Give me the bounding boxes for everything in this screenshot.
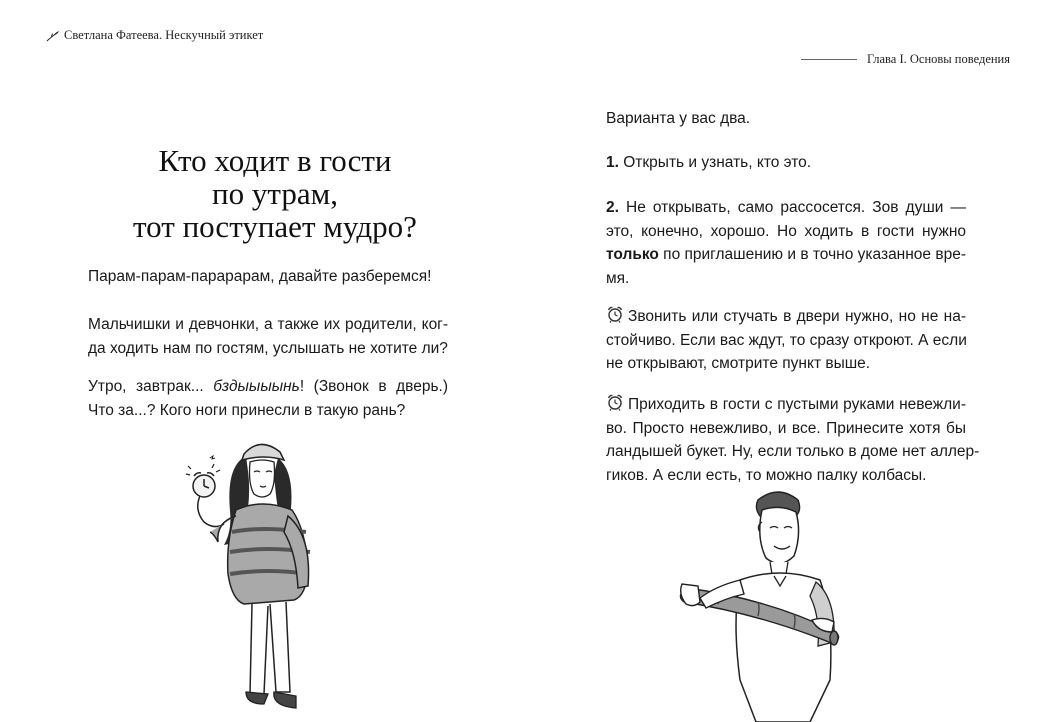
section-title — [110, 144, 440, 243]
paragraph-variants: Варианта у вас два. — [606, 110, 751, 127]
book-author-title: Светлана Фатеева. Нескучный этикет — [64, 28, 264, 42]
chapter-title: Глава I. Основы поведения — [866, 52, 1010, 66]
girl-with-alarm-clock-illustration — [170, 436, 330, 722]
alarm-clock-icon — [606, 305, 624, 323]
doorbell-sound: бздыыыынь — [213, 378, 300, 395]
option-1: 1. Открыть и узнать, кто это. — [606, 154, 812, 171]
paragraph-morning: Утро, завтрак... бздыыыынь! (Звонок в дверь.) Что за...? Кого ноги принесли в такую рань? — [88, 378, 448, 419]
alarm-clock-icon — [186, 456, 220, 497]
tip-ringing: Звонить или стучать в двери нужно, но не на- стойчиво. Если вас ждут, то сразу откроют. А если не открывают, смотрите пункт выше. — [606, 305, 966, 376]
alarm-clock-icon — [606, 393, 624, 411]
section-title-line: по утрам, — [212, 176, 338, 211]
man-with-sausage-illustration — [678, 488, 848, 722]
section-title-line: тот поступает мудро? — [133, 209, 417, 244]
running-header-left — [46, 28, 263, 43]
leaf-ornament-icon — [46, 30, 60, 42]
option-2: 2. Не открывать, само рассосется. Зов души — это, конечно, хорошо. Но ходить в гости нужно только по приглашению и в точно указанное вре- мя. — [606, 199, 966, 287]
paragraph-intro: Парам-парам-парарарам, давайте разберемся! — [88, 268, 432, 285]
paragraph-question: Мальчишки и девчонки, а также их родители, ког- да ходить нам по гостям, услышать не хотите ли? — [88, 316, 448, 357]
header-rule — [801, 59, 857, 60]
section-title-line: Кто ходит в гости — [158, 143, 392, 178]
running-header-right — [801, 52, 1010, 67]
tip-gifts: Приходить в гости с пустыми руками невежли- во. Просто невежливо, и все. Принесите хотя бы ландышей букет. Ну, если только в доме нет аллер- гиков. А если есть, то можно палку колбасы. — [606, 393, 966, 487]
